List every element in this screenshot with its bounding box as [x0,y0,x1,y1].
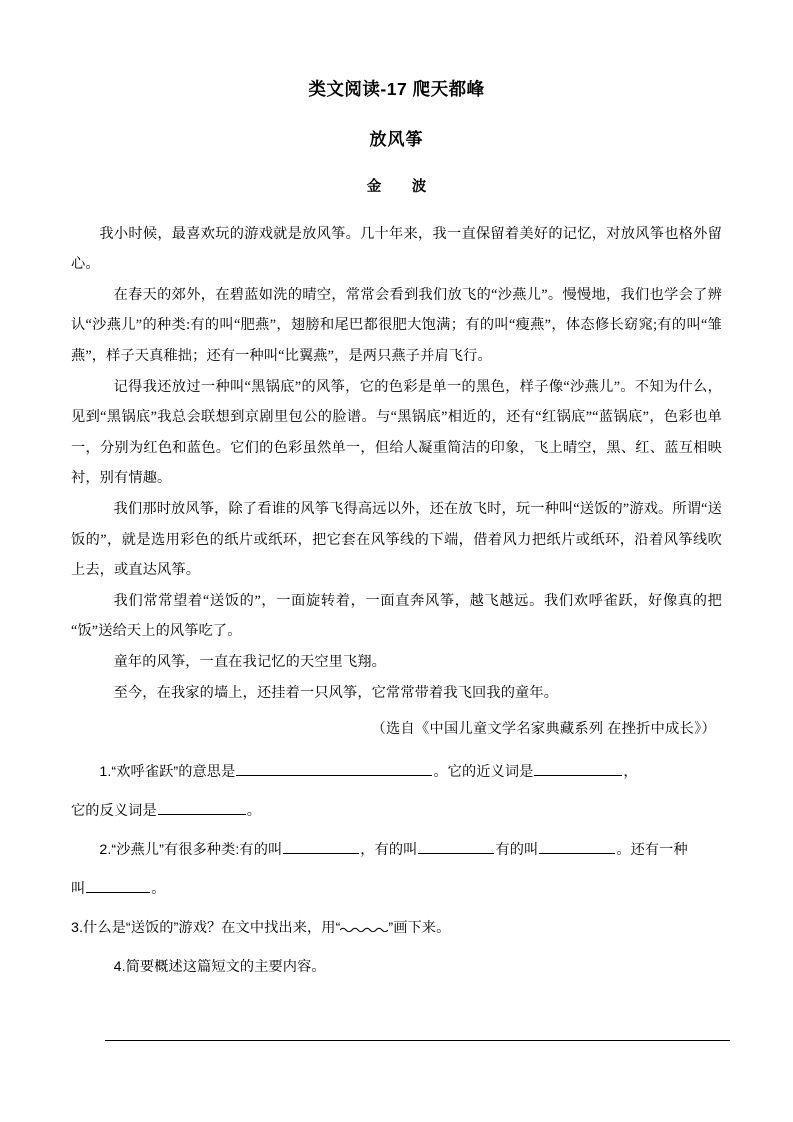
question-2-text-f: 。 [151,881,166,898]
article-paragraph: 我们常常望着“送饭的”，一面旋转着，一面直奔风筝，越飞越远。我们欢呼雀跃，好像真的把“饭”送给天上的风筝吃了。 [71,592,722,640]
question-2-text-a: 2.“沙燕儿”有很多种类:有的叫 [99,842,283,859]
answer-blank[interactable] [534,760,622,776]
article-paragraph: 我们那时放风筝，除了看谁的风筝飞得高远以外，还在放飞时，玩一种叫“送饭的”游戏。所谓“送饭的”，就是选用彩色的纸片或纸环，把它套在风筝线的下端，借着风力把纸片或纸环，沿着风筝线吹上去，或直达风筝。 [71,501,722,579]
article-title: 放风筝 [369,129,424,149]
question-4: 4.简要概述这篇短文的主要内容。 [113,959,326,976]
article-body [71,219,722,709]
footer-divider [105,1040,730,1041]
questions-section [71,753,722,987]
answer-blank[interactable] [418,838,494,854]
question-1-text-b: 。它的近义词是 [433,764,534,781]
answer-blank[interactable] [158,799,246,815]
question-2-text-c: 有的叫 [495,842,539,859]
question-3-text-a: 3.什么是“送饭的”游戏？在文中找出来，用“ [71,920,341,937]
question-1-text-a: 1.“欢呼雀跃”的意思是 [99,764,236,781]
question-1-text-d: 它的反义词是 [71,803,157,820]
answer-blank[interactable] [539,838,615,854]
question-2-continued [71,870,722,909]
article-source: （选自《中国儿童文学名家典藏系列 在挫折中成长》） [371,721,716,738]
wavy-underline-icon [340,917,388,932]
article-paragraph: 童年的风筝，一直在我记忆的天空里飞翔。 [113,654,387,670]
page-title: 类文阅读-17 爬天都峰 [308,79,485,99]
question-2-text-d: 。还有一种 [616,842,688,859]
article-paragraph: 在春天的郊外，在碧蓝如洗的晴空，常常会看到我们放飞的“沙燕儿”。慢慢地，我们也学会了辨认“沙燕儿”的种类:有的叫“肥燕”，翅膀和尾巴都很肥大饱满；有的叫“瘦燕”，体态修长窈窕;有的叫“雏燕”，样子天真稚拙；还有一种叫“比翼燕”，是两只燕子并肩飞行。 [71,286,722,365]
article-paragraph: 至今，在我家的墙上，还挂着一只风筝，它常常带着我飞回我的童年。 [113,684,559,701]
article-paragraph: 我小时候，最喜欢玩的游戏就是放风筝。几十年来，我一直保留着美好的记忆，对放风筝也格外留心。 [71,225,722,273]
question-1-text-c: ， [623,764,638,781]
question-3-text-b: ”画下来。 [388,920,451,937]
question-1 [71,753,722,792]
question-2 [71,831,722,870]
answer-blank[interactable] [236,760,432,776]
question-3 [71,909,722,948]
question-1-continued [71,792,722,831]
answer-blank[interactable] [86,877,150,893]
question-2-text-b: ，有的叫 [360,842,418,859]
article-paragraph: 记得我还放过一种叫“黑锅底”的风筝，它的色彩是单一的黑色，样子像“沙燕儿”。不知为什么，见到“黑锅底”我总会联想到京剧里包公的脸谱。与“黑锅底”相近的，还有“红锅底”“蓝锅底”，色彩也单一，分别为红色和蓝色。它们的色彩虽然单一，但给人凝重简洁的印象，飞上晴空，黑、红、蓝互相映衬，别有情趣。 [71,378,722,487]
question-1-text-e: 。 [246,803,262,820]
answer-blank[interactable] [283,838,359,854]
question-2-text-e: 叫 [71,881,86,898]
article-author: 金 波 [366,178,435,195]
